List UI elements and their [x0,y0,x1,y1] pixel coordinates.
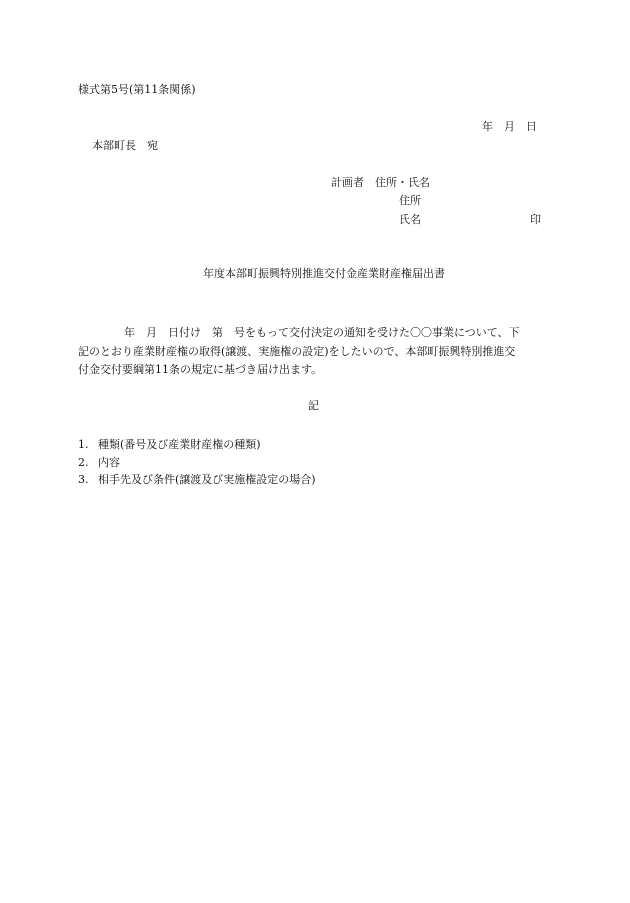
seal-mark: 印 [530,213,541,226]
date-line: 年 月 日 [482,120,537,133]
applicant-name-label: 氏名 [399,213,421,226]
item-label: 種類(番号及び産業財産権の種類) [98,438,261,451]
document-title: 年度本部町振興特別推進交付金産業財産権届出書 [203,267,445,280]
ki-heading: 記 [308,399,319,412]
body-line: 記のとおり産業財産権の取得(譲渡、実施権の設定)をしたいので、本部町振興特別推進交 [78,344,516,358]
item-number: 2. [78,455,89,469]
applicant-heading: 計画者 住所・氏名 [331,176,430,189]
list-item [78,471,316,489]
items-list [78,436,316,489]
body-paragraph [78,324,554,380]
item-label: 相手先及び条件(譲渡及び実施権設定の場合) [98,473,316,486]
list-item [78,454,316,472]
form-number: 様式第5号(第11条関係) [78,83,196,96]
list-item [78,436,316,454]
body-line: 付金交付要綱第11条の規定に基づき届け出ます。 [78,363,323,376]
item-number: 1. [78,438,89,451]
applicant-address-label: 住所 [399,194,421,207]
body-line: 年 月 日付け 第 号をもって交付決定の通知を受けた〇〇事業について、下 [124,326,520,339]
addressee: 本部町長 宛 [92,139,158,152]
item-number: 3. [78,473,89,486]
item-label: 内容 [98,455,120,469]
